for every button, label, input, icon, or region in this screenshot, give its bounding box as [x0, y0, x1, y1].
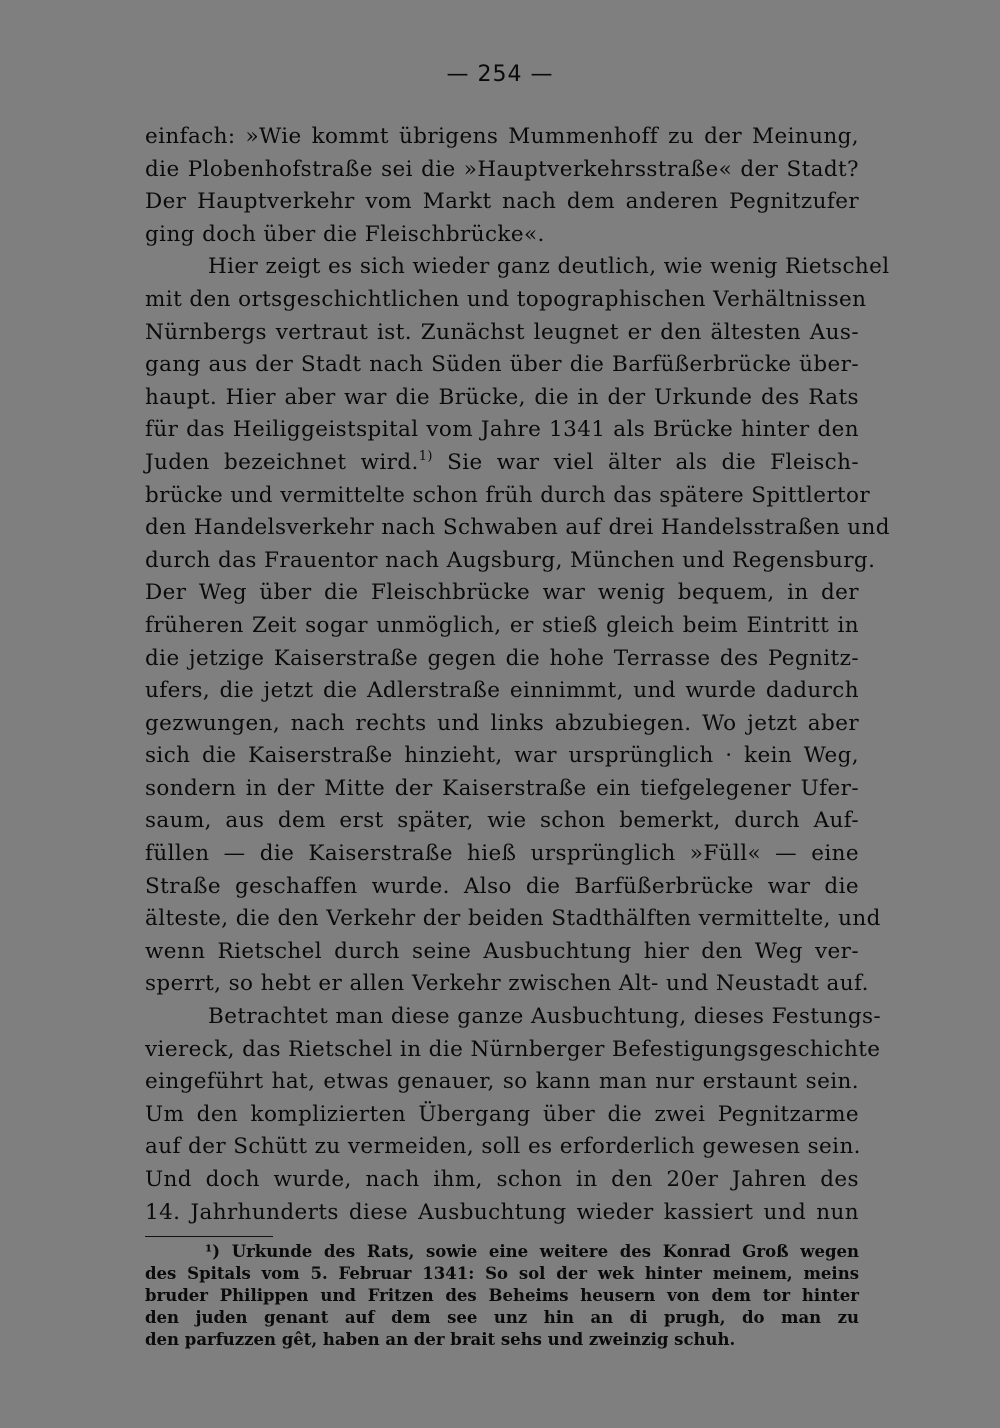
footnote-line: bruder Philippen und Fritzen des Beheims heusern von dem tor hinter — [145, 1286, 859, 1305]
footnote-separator — [145, 1236, 273, 1237]
footnote-line: den juden genant auf dem see unz hin an di prugh, do man zu — [145, 1308, 859, 1327]
text-line: den Handelsverkehr nach Schwaben auf drei Handelsstraßen und — [145, 515, 890, 541]
text-line: mit den ortsgeschichtlichen und topographischen Verhältnissen — [145, 286, 867, 312]
text-line: 14. Jahrhunderts diese Ausbuchtung wieder kassiert und nun — [145, 1199, 859, 1225]
text-line: brücke und vermittelte schon früh durch das spätere Spittlertor — [145, 482, 871, 508]
text-line: gang aus der Stadt nach Süden über die Barfüßerbrücke über- — [145, 352, 859, 378]
text-fragment: Juden bezeichnet wird. — [145, 449, 419, 475]
text-line: früheren Zeit sogar unmöglich, er stieß gleich beim Eintritt in — [145, 612, 859, 638]
text-line: ufers, die jetzt die Adlerstraße einnimmt, und wurde dadurch — [145, 678, 859, 704]
text-line: Der Weg über die Fleischbrücke war wenig bequem, in der — [145, 580, 859, 606]
text-line: Und doch wurde, nach ihm, schon in den 20er Jahren des — [145, 1167, 859, 1192]
paragraph-start-line: Hier zeigt es sich wieder ganz deutlich, wie wenig Rietschel — [208, 254, 890, 280]
text-line: Straße geschaffen wurde. Also die Barfüßerbrücke war die — [145, 873, 859, 899]
main-text — [145, 121, 890, 1229]
footnote-line: den parfuzzen gêt, haben an der brait sehs und zweinzig schuh. — [145, 1330, 736, 1349]
text-line: eingeführt hat, etwas genauer, so kann man nur erstaunt sein. — [145, 1069, 859, 1095]
text-line-with-footnote-ref — [145, 447, 859, 480]
text-line: einfach: »Wie kommt übrigens Mummenhoff zu der Meinung, — [145, 124, 859, 149]
page-number: — 254 — — [446, 62, 554, 87]
text-line: älteste, die den Verkehr der beiden Stadthälften vermittelte, und — [145, 906, 881, 932]
text-line: sondern in der Mitte der Kaiserstraße ein tiefgelegener Ufer- — [145, 775, 859, 801]
text-fragment: Sie war viel älter als die Fleisch- — [447, 449, 860, 475]
text-line: die Plobenhofstraße sei die »Hauptverkehrsstraße« der Stadt? — [145, 156, 859, 182]
text-line: wenn Rietschel durch seine Ausbuchtung hier den Weg ver- — [145, 938, 859, 964]
text-line: ging doch über die Fleischbrücke«. — [145, 221, 545, 247]
text-line: sich die Kaiserstraße hinzieht, war ursprünglich · kein Weg, — [145, 743, 859, 769]
text-line: Der Hauptverkehr vom Markt nach dem anderen Pegnitzufer — [145, 189, 859, 215]
text-line: gezwungen, nach rechts und links abzubiegen. Wo jetzt aber — [145, 710, 859, 736]
text-line: die jetzige Kaiserstraße gegen die hohe Terrasse des Pegnitz- — [145, 645, 859, 671]
text-line: viereck, das Rietschel in die Nürnberger Befestigungsgeschichte — [145, 1036, 881, 1062]
text-line: sperrt, so hebt er allen Verkehr zwischen Alt- und Neustadt auf. — [145, 971, 869, 997]
footnote-reference: 1) — [418, 448, 433, 464]
text-line: Um den komplizierten Übergang über die zwei Pegnitzarme — [145, 1101, 859, 1127]
text-line: durch das Frauentor nach Augsburg, München und Regensburg. — [145, 547, 876, 573]
text-line: füllen — die Kaiserstraße hieß ursprünglich »Füll« — eine — [145, 841, 859, 867]
text-line: für das Heiliggeistspital vom Jahre 1341 als Brücke hinter den — [145, 417, 859, 443]
footnotes — [145, 1241, 859, 1351]
footnote-line: des Spitals vom 5. Februar 1341: So sol der wek hinter meinem, meins — [145, 1264, 859, 1283]
paragraph-start-line: Betrachtet man diese ganze Ausbuchtung, dieses Festungs- — [208, 1004, 882, 1030]
text-line: Nürnbergs vertraut ist. Zunächst leugnet er den ältesten Aus- — [145, 319, 859, 345]
text-line: saum, aus dem erst später, wie schon bemerkt, durch Auf- — [145, 808, 859, 834]
text-line: haupt. Hier aber war die Brücke, die in der Urkunde des Rats — [145, 384, 859, 410]
text-line: auf der Schütt zu vermeiden, soll es erforderlich gewesen sein. — [145, 1134, 861, 1160]
footnote-line: ¹) Urkunde des Rats, sowie eine weitere des Konrad Groß wegen — [205, 1242, 859, 1261]
